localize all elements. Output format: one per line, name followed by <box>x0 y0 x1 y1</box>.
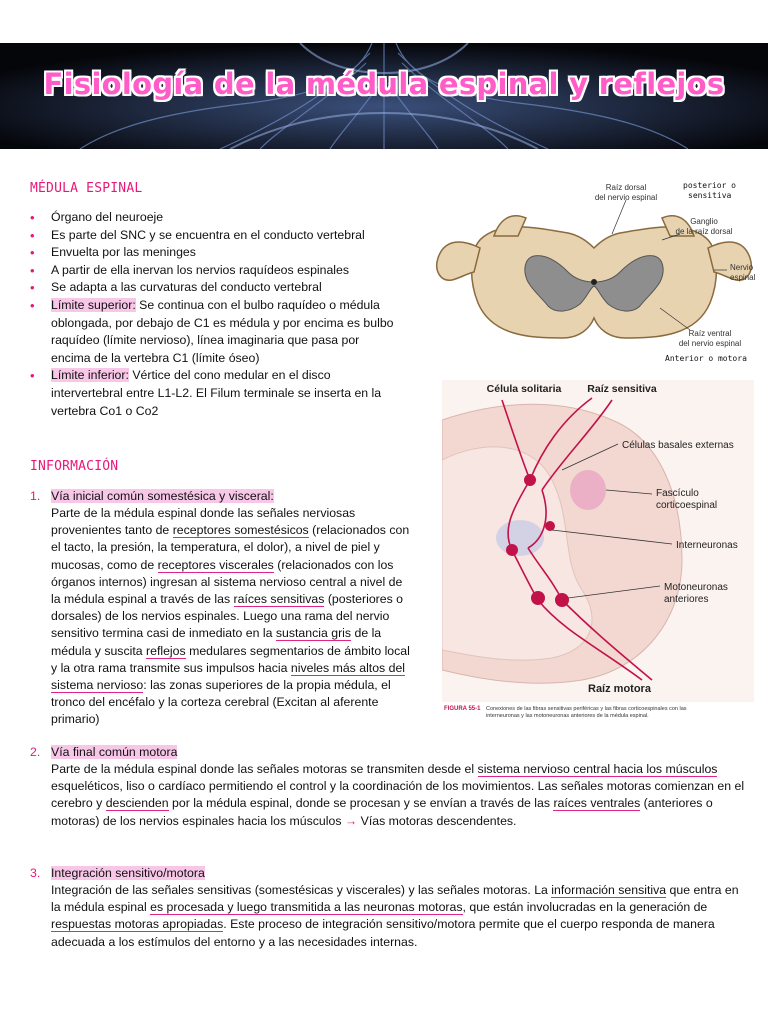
body-text: . Este proceso de integración sensitivo/motora permite que el cuerpo responda de manera adecuada a los estímulos del entorno y a las necesidades internas. <box>51 917 715 949</box>
body-text: Parte de la médula espinal donde las señales nerviosas provenientes tanto de <box>51 506 356 538</box>
label-spinal-nerve: Nervio espinal <box>730 263 756 282</box>
underlined-term: niveles más altos del sistema nervioso <box>51 660 406 693</box>
handwritten-note-anterior: Anterior o motora <box>665 354 747 363</box>
spinal-cord-cross-section-diagram <box>430 178 760 368</box>
bullet-item <box>30 262 402 280</box>
section-title-informacion: INFORMACIÓN <box>30 459 119 474</box>
body-text: de la médula y suscita <box>51 626 382 658</box>
body-text: que entra en la médula espinal <box>51 883 739 915</box>
bullet-label: Límite superior: <box>51 297 136 312</box>
label-motor-root: Raíz motora <box>588 683 651 695</box>
bullet-text: A partir de ella inervan los nervios raquídeos espinales <box>51 262 350 277</box>
body-text: medulares segmentarios de ámbito local y la otra rama transmite sus impulsos hacia <box>51 643 410 675</box>
label-dorsal-root: Raíz dorsal del nervio espinal <box>594 183 658 202</box>
arrow-icon: → <box>344 813 358 828</box>
neuron-interneuron-1 <box>545 521 555 531</box>
body-text: (relacionados con el tacto, la presión, la temperatura, el dolor), a nivel de piel y mucosas, como de <box>51 523 410 572</box>
body-text: por la médula espinal, donde se procesan y se envían a través de las <box>168 796 554 811</box>
bullet-text: Órgano del neuroeje <box>51 210 164 224</box>
info-item-heading: Vía final común motora <box>51 745 178 759</box>
body-text: , que están involucradas en la generación de <box>462 900 708 915</box>
neuron-motor-2 <box>555 593 569 607</box>
label-motoneurons: Motoneuronas anteriores <box>664 582 728 605</box>
figure-caption: Conexiones de las fibras sensitivas periféricas y las fibras corticoespinales con las interneuronas y las motoneuronas anteriores de la médula espinal. <box>486 706 687 719</box>
label-solitary-cell: Célula solitaria <box>486 383 562 395</box>
neuron-motor-1 <box>531 591 545 605</box>
body-text: (anteriores o motoras) de los nervios espinales hacia los músculos <box>51 796 713 828</box>
medula-bullet-list <box>30 209 402 420</box>
label-sensory-root: Raíz sensitiva <box>587 383 657 395</box>
body-text: Vías motoras descendentes. <box>357 813 517 828</box>
label-interneurons: Interneuronas <box>676 540 738 551</box>
bullet-text: Se adapta a las curvaturas del conducto vertebral <box>51 280 322 295</box>
body-text: : las zonas superiores de la propia médula, el tronco del encéfalo y la corteza cerebral (Excitan al aferente primario) <box>51 678 391 727</box>
info-item-body <box>51 761 751 830</box>
spinal-cord-body <box>472 227 717 338</box>
bullet-text: Se continua con el bulbo raquídeo o médula oblongada, por debajo de C1 es médula y por encima es bulbo raquídeo (límite nervioso), línea imaginaria que pasa por encima de la vertebra C1 (límite óseo) <box>51 297 394 365</box>
figure-number: FIGURA 55-1 <box>444 706 481 712</box>
underlined-term: descienden <box>105 796 169 811</box>
neuron-solitary <box>524 474 536 486</box>
spinal-connections-diagram <box>442 380 754 720</box>
handwritten-note-posterior: posterior o sensitiva <box>683 181 736 200</box>
header-banner <box>0 43 768 149</box>
bullet-item <box>30 244 402 262</box>
underlined-term: respuestas motoras apropiadas <box>51 917 224 932</box>
body-text: Integración de las señales sensitivas (somestésicas y viscerales) y las señales motoras. La <box>51 883 552 897</box>
info-item-number: 2. <box>30 745 41 759</box>
bullet-item <box>30 297 402 367</box>
bullet-item <box>30 367 402 420</box>
bullet-text: Envuelta por las meninges <box>51 245 196 260</box>
bullet-text: Es parte del SNC y se encuentra en el conducto vertebral <box>51 227 365 242</box>
body-text: esqueléticos, liso o cardíaco permitiendo el control y la coordinación de los movimientos. Las señales motoras comienzan en el cerebro y <box>51 779 745 811</box>
body-text: (posteriores o dorsales) de los nervios espinales. Luego una rama del nervio sensitivo termina casi de inmediato en la <box>51 592 404 641</box>
info-item-number: 3. <box>30 866 41 880</box>
bullet-text: Vértice del cono medular en el disco intervertebral entre L1-L2. El Filum terminale se inserta en la vertebra Co1 o Co2 <box>51 368 382 418</box>
bullet-item <box>30 279 402 297</box>
info-item-heading: Vía inicial común somestésica y visceral: <box>51 489 274 503</box>
section-title-medula: MÉDULA ESPINAL <box>30 181 143 196</box>
neuron-interneuron-2 <box>506 544 518 556</box>
info-item-heading: Integración sensitivo/motora <box>51 866 205 880</box>
label-basal-cells: Células basales externas <box>622 440 734 451</box>
info-item-number: 1. <box>30 489 41 503</box>
underlined-term: reflejos <box>146 643 186 658</box>
info-item-body <box>51 882 751 951</box>
body-text: (relacionados con los órganos internos) ingresan al sistema nervioso central a nivel de la médula espinal a través de las <box>51 557 403 607</box>
bullet-item <box>30 209 402 227</box>
underlined-term: sistema nervioso central hacia los músculos <box>477 762 718 776</box>
label-ventral-root: Raíz ventral del nervio espinal <box>678 329 742 348</box>
label-corticospinal-tract: Fascículo corticoespinal <box>656 488 718 511</box>
bullet-label: Límite inferior: <box>51 368 129 383</box>
page-title: Fisiología de la médula espinal y reflejos <box>43 67 725 101</box>
bullet-item <box>30 227 402 245</box>
label-ganglion: Ganglio de la raíz dorsal <box>675 217 733 236</box>
underlined-term: es procesada y luego transmitida a las neuronas motoras <box>150 900 463 915</box>
underlined-term: sustancia gris <box>275 626 352 641</box>
underlined-term: raíces sensitivas <box>233 592 325 607</box>
body-text: Parte de la médula espinal donde las señales motoras se transmiten desde el <box>51 762 478 776</box>
underlined-term: raíces ventrales <box>553 796 641 811</box>
underlined-term: receptores viscerales <box>157 557 274 572</box>
info-item-body <box>51 505 411 729</box>
underlined-term: receptores somestésicos <box>172 523 309 538</box>
underlined-term: información sensitiva <box>551 883 667 897</box>
